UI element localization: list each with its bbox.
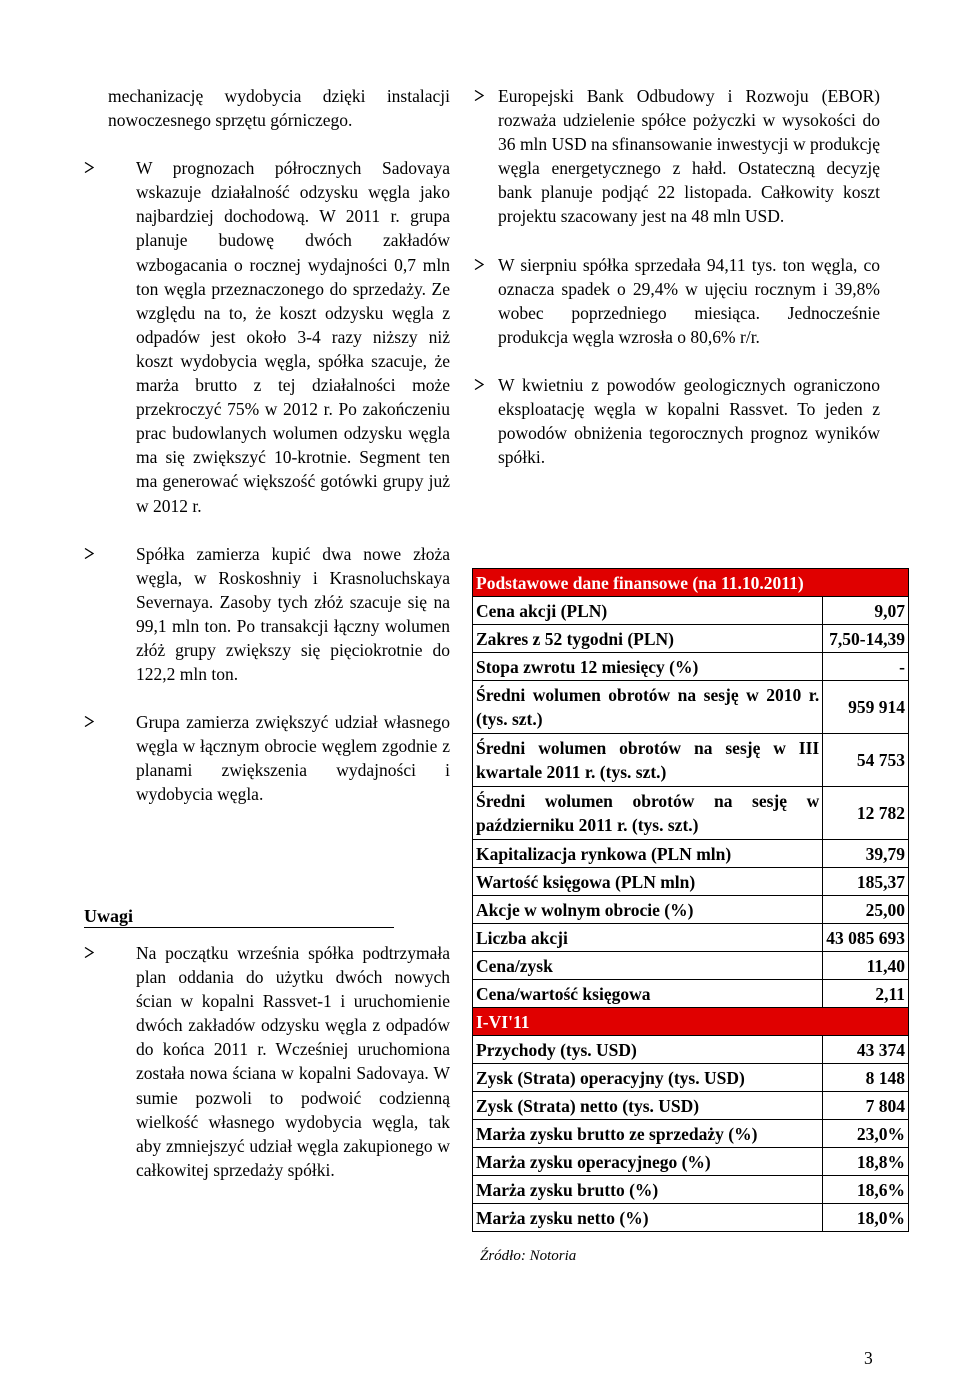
arrow-bullet-icon <box>84 162 94 173</box>
bullet-ebor-loan <box>472 84 880 229</box>
table-row <box>473 1120 909 1148</box>
arrow-bullet-icon <box>474 259 484 270</box>
table-header-row <box>473 569 909 597</box>
bullet-text: Spółka zamierza kupić dwa nowe złoża węgla, w Roskoshniy i Krasnoluchskaya Severnaya. Zasoby tych złóż szacuje się na 99,1 mln ton. Po transakcji łączny wolumen złóż grupy zwiększy się pięciokrotnie do 122,2 mln ton. <box>136 543 450 685</box>
row-value: 8 148 <box>823 1064 909 1092</box>
row-value: 18,6% <box>823 1176 909 1204</box>
financial-data-table <box>472 568 909 1232</box>
row-value: 9,07 <box>823 597 909 625</box>
bullet-new-deposits <box>108 542 450 687</box>
row-value: 2,11 <box>823 980 909 1008</box>
arrow-bullet-icon <box>474 90 484 101</box>
section-header-row <box>473 1008 909 1036</box>
row-label: Zakres z 52 tygodni (PLN) <box>473 625 823 653</box>
uwagi-section <box>108 941 450 1206</box>
row-value: 7,50-14,39 <box>823 625 909 653</box>
row-label: Średni wolumen obrotów na sesję w 2010 r. (tys. szt.) <box>473 681 823 734</box>
table-row <box>473 681 909 734</box>
arrow-bullet-icon <box>474 379 484 390</box>
row-label: Marża zysku brutto (%) <box>473 1176 823 1204</box>
bullet-text: Europejski Bank Odbudowy i Rozwoju (EBOR) rozważa udzielenie spółce pożyczki w wysokości do 36 mln USD na sfinansowanie inwestycji w produkcję węgla energetycznego z hałd. Ostateczną decyzję bank planuje podjąć 22 listopada. Całkowity koszt projektu szacowany jest na 48 mln USD. <box>498 86 880 227</box>
table-row <box>473 597 909 625</box>
row-label: Kapitalizacja rynkowa (PLN mln) <box>473 840 823 868</box>
table-row <box>473 625 909 653</box>
row-value: 18,0% <box>823 1204 909 1232</box>
row-value: 11,40 <box>823 952 909 980</box>
bullet-text: W kwietniu z powodów geologicznych ograniczono eksploatację węgla w kopalni Rassvet. To jeden z powodów obniżenia tegorocznych prognoz wyników spółki. <box>498 374 880 468</box>
row-value: 43 374 <box>823 1036 909 1064</box>
row-label: Akcje w wolnym obrocie (%) <box>473 896 823 924</box>
arrow-bullet-icon <box>84 716 94 727</box>
row-label: Wartość księgowa (PLN mln) <box>473 868 823 896</box>
bullet-text: Grupa zamierza zwiększyć udział własnego węgla w łącznym obrocie węglem zgodnie z planami zwiększenia wydajności i wydobycia węgla. <box>136 712 450 805</box>
table-row <box>473 952 909 980</box>
table-row <box>473 1092 909 1120</box>
row-value: 25,00 <box>823 896 909 924</box>
row-value: 18,8% <box>823 1148 909 1176</box>
row-label: Przychody (tys. USD) <box>473 1036 823 1064</box>
row-label: Marża zysku netto (%) <box>473 1204 823 1232</box>
row-label: Cena akcji (PLN) <box>473 597 823 625</box>
row-label: Średni wolumen obrotów na sesję w III kwartale 2011 r. (tys. szt.) <box>473 734 823 787</box>
uwagi-heading: Uwagi <box>84 905 394 928</box>
row-label: Średni wolumen obrotów na sesję w październiku 2011 r. (tys. szt.) <box>473 787 823 840</box>
table-row <box>473 980 909 1008</box>
table-row <box>473 1204 909 1232</box>
row-value: 7 804 <box>823 1092 909 1120</box>
table-header: Podstawowe dane finansowe (na 11.10.2011) <box>473 569 909 597</box>
intro-paragraph: mechanizację wydobycia dzięki instalacji nowoczesnego sprzętu górniczego. <box>108 86 450 131</box>
bullet-april-rassvet <box>472 373 880 469</box>
bullet-text: W sierpniu spółka sprzedała 94,11 tys. ton węgla, co oznacza spadek o 29,4% w ujęciu rocznym i 39,8% wobec poprzedniego miesiąca. Jednocześnie produkcja węgla wzrosła o 80,6% r/r. <box>498 254 880 347</box>
left-column <box>108 84 450 831</box>
bullet-own-coal-share <box>108 710 450 806</box>
table-row <box>473 1036 909 1064</box>
table-row <box>473 787 909 840</box>
row-value: 54 753 <box>823 734 909 787</box>
table-row <box>473 896 909 924</box>
arrow-bullet-icon <box>84 548 94 559</box>
row-label: Liczba akcji <box>473 924 823 952</box>
table-row <box>473 840 909 868</box>
row-label: Cena/wartość księgowa <box>473 980 823 1008</box>
table-row <box>473 1176 909 1204</box>
row-value: 23,0% <box>823 1120 909 1148</box>
right-column <box>472 84 880 493</box>
row-label: Cena/zysk <box>473 952 823 980</box>
table-row <box>473 653 909 681</box>
table-source-note: Źródło: Notoria <box>480 1248 577 1264</box>
row-label: Marża zysku operacyjnego (%) <box>473 1148 823 1176</box>
bullet-august-sales <box>472 253 880 349</box>
bullet-text: W prognozach półrocznych Sadovaya wskazuje działalność odzysku węgla jako najbardziej dochodową. W 2011 r. grupa planuje budowę dwóch zakładów wzbogacania o rocznej wydajności 0,7 mln ton węgla przeznaczonego do sprzedaży. Ze względu na to, że koszt odzysku węgla z odpadów jest około 3-4 razy niższy niż koszt wydobycia węgla, spółka szacuje, że marża brutto z tej działalności może przekroczyć 75% w 2012 r. Po zakończeniu prac budowlanych wolumen odzysku węgla ma się zwiększyć 10-krotnie. Segment ten ma generować większość gotówki grupy już w 2012 r. <box>136 158 450 516</box>
table-row <box>473 1064 909 1092</box>
bullet-text: Na początku września spółka podtrzymała plan oddania do użytku dwóch nowych ścian w kopalni Rassvet-1 i uruchomienie dwóch zakładów odzysku węgla z odpadów do końca 2011 r. Wcześniej uruchomiona została nowa ściana w kopalni Sadovaya. W sumie pozwoli to podwoić codzienną wielkość własnego wydobycia węgla, tak aby zmniejszyć udział węgla zakupionego w całkowitej sprzedaży spółki. <box>136 943 450 1180</box>
table-row <box>473 868 909 896</box>
row-label: Zysk (Strata) netto (tys. USD) <box>473 1092 823 1120</box>
table-row <box>473 924 909 952</box>
row-value: 39,79 <box>823 840 909 868</box>
row-value: 185,37 <box>823 868 909 896</box>
table-row <box>473 1148 909 1176</box>
row-value: 43 085 693 <box>823 924 909 952</box>
section-header: I-VI'11 <box>473 1008 909 1036</box>
row-value: 959 914 <box>823 681 909 734</box>
row-label: Zysk (Strata) operacyjny (tys. USD) <box>473 1064 823 1092</box>
bullet-sadovaya-forecast <box>108 156 450 517</box>
row-label: Marża zysku brutto ze sprzedaży (%) <box>473 1120 823 1148</box>
row-label: Stopa zwrotu 12 miesięcy (%) <box>473 653 823 681</box>
row-value: 12 782 <box>823 787 909 840</box>
arrow-bullet-icon <box>84 947 94 958</box>
bullet-uwagi <box>108 941 450 1182</box>
page-number: 3 <box>864 1348 873 1368</box>
table-row <box>473 734 909 787</box>
row-value: - <box>823 653 909 681</box>
